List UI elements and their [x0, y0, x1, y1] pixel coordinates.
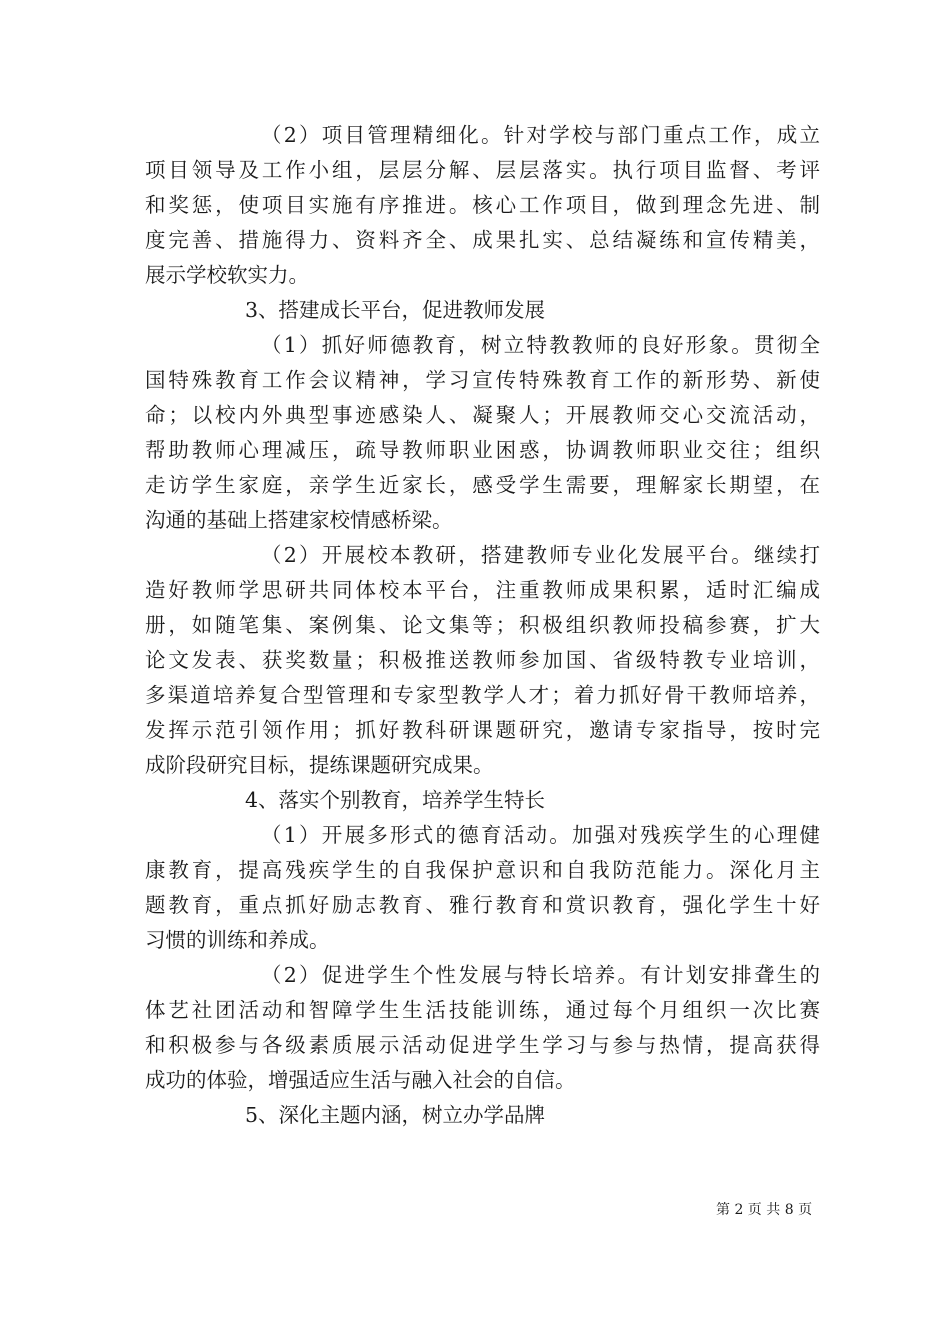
paragraph-line: 项目领导及工作小组，层层分解、层层落实。执行项目监督、考评 — [145, 158, 820, 182]
paragraph-line: 沟通的基础上搭建家校情感桥梁。 — [145, 508, 453, 532]
section-heading: 4、落实个别教育，培养学生特长 — [245, 788, 546, 812]
paragraph-line: （2）促进学生个性发展与特长培养。有计划安排聋生的 — [261, 963, 820, 987]
paragraph-line: 题教育，重点抓好励志教育、雅行教育和赏识教育，强化学生十好 — [145, 893, 820, 917]
paragraph-line: 帮助教师心理减压，疏导教师职业困惑，协调教师职业交往；组织 — [145, 438, 820, 462]
paragraph-line: 造好教师学思研共同体校本平台，注重教师成果积累，适时汇编成 — [145, 578, 820, 602]
paragraph-line: 习惯的训练和养成。 — [145, 928, 330, 952]
paragraph-line: 和奖惩，使项目实施有序推进。核心工作项目，做到理念先进、制 — [145, 193, 820, 217]
paragraph-line: 展示学校软实力。 — [145, 263, 309, 287]
paragraph-line: （1）抓好师德教育，树立特教教师的良好形象。贯彻全 — [261, 333, 820, 357]
section-heading: 3、搭建成长平台，促进教师发展 — [245, 298, 546, 322]
body-text — [145, 118, 820, 1133]
paragraph-line: 国特殊教育工作会议精神，学习宣传特殊教育工作的新形势、新使 — [145, 368, 820, 392]
paragraph-line: 发挥示范引领作用；抓好教科研课题研究，邀请专家指导，按时完 — [145, 718, 820, 742]
paragraph-line: 多渠道培养复合型管理和专家型教学人才；着力抓好骨干教师培养， — [145, 683, 820, 707]
paragraph-line: 成阶段研究目标，提练课题研究成果。 — [145, 753, 494, 777]
paragraph-line: 和积极参与各级素质展示活动促进学生学习与参与热情，提高获得 — [145, 1033, 820, 1057]
paragraph-line: 成功的体验，增强适应生活与融入社会的自信。 — [145, 1068, 576, 1092]
paragraph-line: 论文发表、获奖数量；积极推送教师参加国、省级特教专业培训， — [145, 648, 820, 672]
paragraph-line: 命；以校内外典型事迹感染人、凝聚人；开展教师交心交流活动， — [145, 403, 820, 427]
paragraph-line: （2）项目管理精细化。针对学校与部门重点工作，成立 — [261, 123, 820, 147]
paragraph-line: 体艺社团活动和智障学生生活技能训练，通过每个月组织一次比赛 — [145, 998, 820, 1022]
paragraph-line: 康教育，提高残疾学生的自我保护意识和自我防范能力。深化月主 — [145, 858, 820, 882]
section-heading: 5、深化主题内涵，树立办学品牌 — [245, 1103, 546, 1127]
paragraph-line: 走访学生家庭，亲学生近家长，感受学生需要，理解家长期望，在 — [145, 473, 820, 497]
page-footer: 第 2 页 共 8 页 — [716, 1202, 813, 1218]
paragraph-line: 册，如随笔集、案例集、论文集等；积极组织教师投稿参赛，扩大 — [145, 613, 820, 637]
paragraph-line: （2）开展校本教研，搭建教师专业化发展平台。继续打 — [261, 543, 820, 567]
paragraph-line: 度完善、措施得力、资料齐全、成果扎实、总结凝练和宣传精美， — [145, 228, 820, 252]
paragraph-line: （1）开展多形式的德育活动。加强对残疾学生的心理健 — [261, 823, 820, 847]
